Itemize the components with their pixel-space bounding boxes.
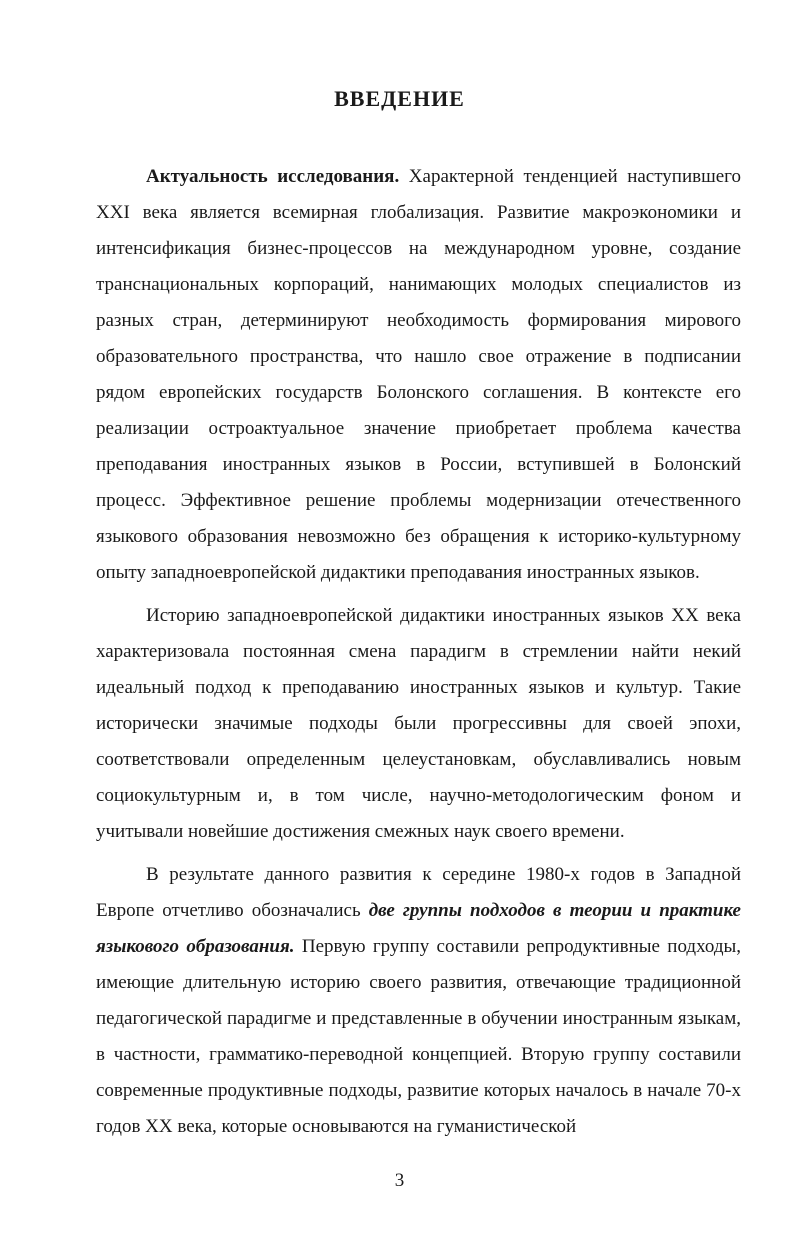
paragraph-history [96, 598, 741, 850]
paragraph-text: В результате данного развития к середине 1980-х годов в Западной Европе отчетливо обозначались [96, 864, 741, 921]
emphasis-text: две группы подходов в теории и практике языкового образования. [96, 900, 741, 957]
paragraph-text: Историю западноевропейской дидактики иностранных языков XX века характеризовала постоянная смена парадигм в стремлении найти некий идеальный подход к преподаванию иностранных языков и культур. Такие исторически значимые подходы были прогрессивны для своей эпохи, соответствовали определенным целеустановкам, обуславливались новым социокультурным и, в том числе, научно-методологическим фоном и учитывали новейшие достижения смежных наук своего времени. [96, 605, 741, 842]
paragraph-text: Характерной тенденцией наступившего XXI века является всемирная глобализация. Развитие макроэкономики и интенсификация бизнес-процессов на международном уровне, создание транснациональных корпораций, нанимающих молодых специалистов из разных стран, детерминируют необходимость формирования мирового образовательного пространства, что нашло свое отражение в подписании рядом европейских государств Болонского соглашения. В контексте его реализации остроактуальное значение приобретает проблема качества преподавания иностранных языков в России, вступившей в Болонский процесс. Эффективное решение проблемы модернизации отечественного языкового образования невозможно без обращения к историко-культурному опыту западноевропейской дидактики преподавания иностранных языков. [96, 166, 741, 583]
paragraph-relevance [96, 159, 741, 591]
page-title: ВВЕДЕНИЕ [334, 86, 465, 111]
paragraph-text: Первую группу составили репродуктивные подходы, имеющие длительную историю своего развития, отвечающие традиционной педагогической парадигме и представленные в обучении иностранным языкам, в частности, грамматико-переводной концепцией. Вторую группу составили современные продуктивные подходы, развитие которых началось в начале 70-х годов XX века, которые основываются на гуманистической [96, 936, 742, 1137]
body-text [96, 159, 741, 1145]
paragraph-approaches [96, 857, 741, 1145]
relevance-heading: Актуальность исследования. [146, 166, 400, 187]
page-number: 3 [394, 1170, 405, 1191]
